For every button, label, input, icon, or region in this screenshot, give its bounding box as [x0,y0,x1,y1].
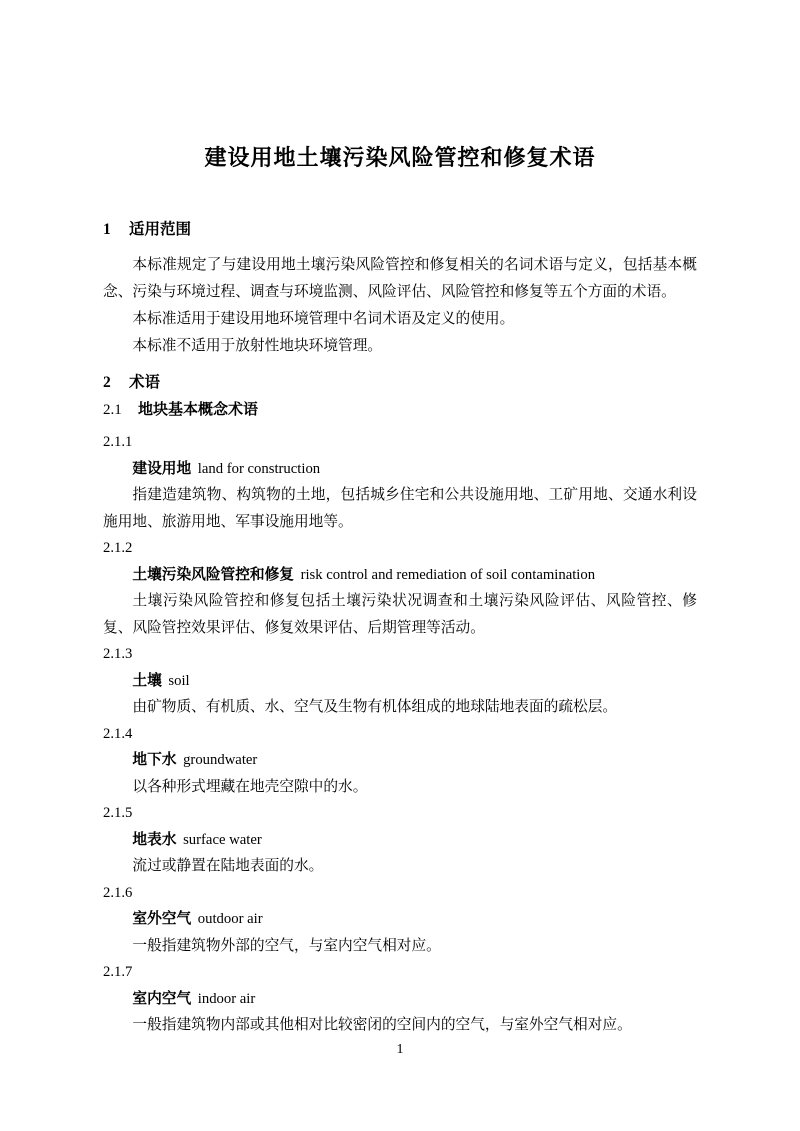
term-definition: 由矿物质、有机质、水、空气及生物有机体组成的地球陆地表面的疏松层。 [132,699,618,715]
term-name-en: soil [168,672,190,689]
subsection-2-1-number: 2.1 [103,402,122,418]
scope-paragraphs [103,252,697,360]
section-1-number: 1 [103,221,111,238]
section-1-heading [103,219,697,240]
scope-paragraph-3: 本标准不适用于放射性地块环境管理。 [132,338,383,354]
term-name-en: surface water [183,831,262,848]
term-definition: 指建造建筑物、构筑物的土地，包括城乡住宅和公共设施用地、工矿用地、交通水利设施用地、旅游用地、军事设施用地等。 [103,487,697,530]
document-title: 建设用地土壤污染风险管控和修复术语 [204,145,596,170]
section-2-label: 术语 [129,374,161,391]
term-name-en: land for construction [197,460,321,477]
term-entry [103,429,697,535]
term-definition: 土壤污染风险管控和修复包括土壤污染状况调查和土壤污染风险评估、风险管控、修复、风险管控效果评估、修复效果评估、后期管理等活动。 [103,593,697,636]
term-number: 2.1.4 [103,725,133,742]
term-name-en: indoor air [197,990,256,1007]
term-title [103,747,697,774]
page-number: 1 [396,1042,404,1057]
term-definition: 流过或静置在陆地表面的水。 [132,858,324,874]
term-name-zh: 地表水 [132,831,177,848]
subsection-2-1-heading [103,399,697,421]
term-entry [103,959,697,1039]
terms-list [103,429,697,1039]
term-name-zh: 室内空气 [132,990,192,1007]
term-title [103,456,697,483]
term-name-zh: 地下水 [132,752,177,768]
term-entry [103,535,697,641]
term-definition: 一般指建筑物外部的空气，与室内空气相对应。 [132,937,441,954]
term-number: 2.1.6 [103,884,133,901]
scope-paragraph-2: 本标准适用于建设用地环境管理中名词术语及定义的使用。 [132,311,515,327]
term-number: 2.1.5 [103,805,133,821]
section-1-label: 适用范围 [129,221,192,238]
subsection-2-1-label: 地块基本概念术语 [138,401,259,418]
term-title [103,906,697,933]
term-name-en: groundwater [183,752,258,768]
term-name-zh: 建设用地 [132,460,192,477]
section-2-heading [103,372,697,393]
term-title [103,986,697,1013]
term-name-zh: 室外空气 [132,911,192,927]
term-title [103,827,697,854]
term-entry [103,880,697,960]
scope-paragraph-1: 本标准规定了与建设用地土壤污染风险管控和修复相关的名词术语与定义，包括基本概念、污染与环境过程、调查与环境监测、风险评估、风险管控和修复等五个方面的术语。 [103,257,697,300]
term-definition: 以各种形式埋藏在地壳空隙中的水。 [132,778,368,795]
section-2-number: 2 [103,374,111,391]
term-number: 2.1.1 [103,434,133,450]
term-number: 2.1.7 [103,964,133,980]
term-number: 2.1.2 [103,540,133,556]
term-definition: 一般指建筑物内部或其他相对比较密闭的空间内的空气，与室外空气相对应。 [132,1017,632,1033]
term-name-zh: 土壤污染风险管控和修复 [132,566,294,583]
term-name-zh: 土壤 [132,672,162,689]
term-title [103,562,697,589]
term-name-en: outdoor air [197,911,263,927]
term-entry [103,800,697,880]
term-number: 2.1.3 [103,646,133,662]
term-title [103,668,697,695]
term-entry [103,641,697,721]
term-name-en: risk control and remediation of soil contamination [300,566,596,583]
term-entry [103,721,697,801]
